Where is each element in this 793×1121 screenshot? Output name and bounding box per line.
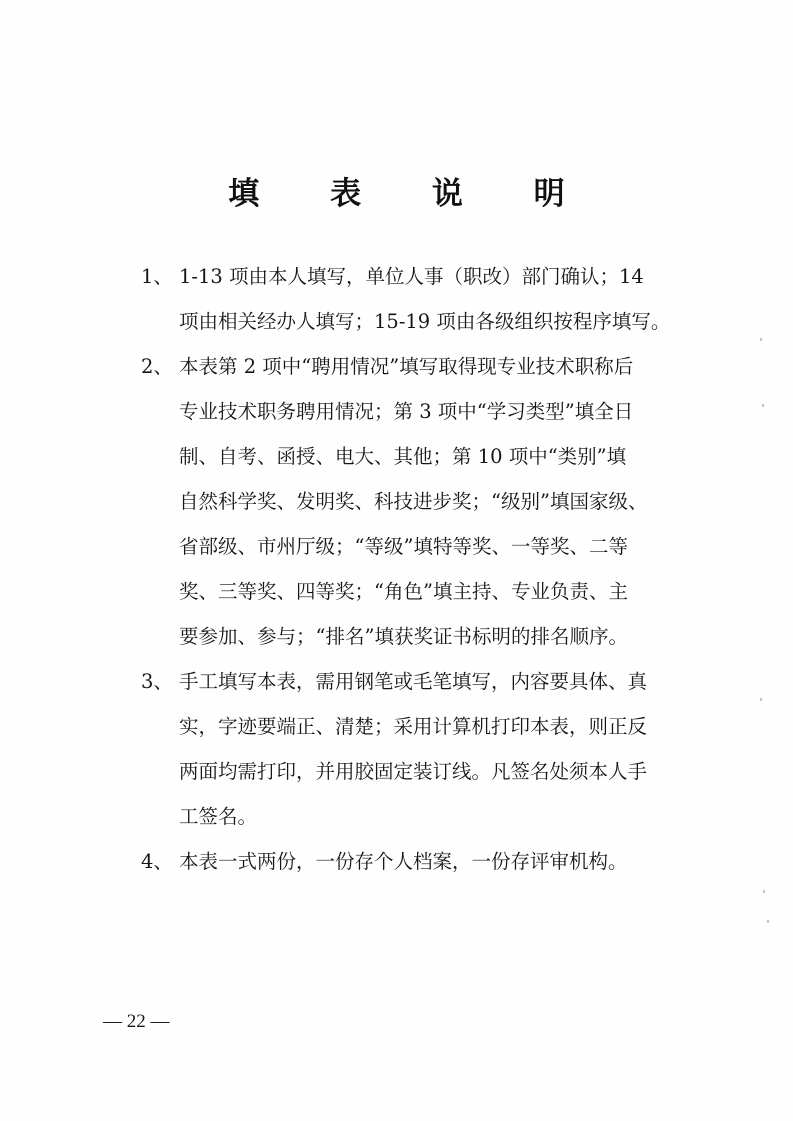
item-2-line-3: 制、自考、函授、电大、其他；第 10 项中“类别”填 xyxy=(179,445,627,468)
item-3-line-3: 两面均需打印，并用胶固定装订线。凡签名处须本人手 xyxy=(179,760,648,783)
scan-speck xyxy=(762,404,764,407)
item-4-line-1: 本表一式两份，一份存个人档案，一份存评审机构。 xyxy=(179,850,628,873)
item-3-line-2: 实，字迹要端正、清楚；采用计算机打印本表，则正反 xyxy=(179,715,648,738)
item-2-number: 2、 xyxy=(141,355,173,378)
scan-speck xyxy=(763,890,765,893)
item-3-number: 3、 xyxy=(141,670,173,693)
item-2-line-6: 奖、三等奖、四等奖；“角色”填主持、专业负责、主 xyxy=(179,580,628,603)
item-2-line-7: 要参加、参与；“排名”填获奖证书标明的排名顺序。 xyxy=(179,625,628,648)
page-number: — 22 — xyxy=(103,1011,170,1032)
item-2-line-4: 自然科学奖、发明奖、科技进步奖；“级别”填国家级、 xyxy=(179,490,648,513)
item-2-line-1: 本表第 2 项中“聘用情况”填写取得现专业技术职称后 xyxy=(179,355,634,378)
scan-speck xyxy=(760,338,762,341)
scan-speck xyxy=(767,920,769,923)
item-4-number: 4、 xyxy=(141,850,173,873)
item-1-line-2: 项由相关经办人填写；15-19 项由各级组织按程序填写。 xyxy=(179,310,671,333)
item-1-line-1: 1-13 项由本人填写，单位人事（职改）部门确认；14 xyxy=(179,265,644,288)
item-2-line-5: 省部级、市州厅级；“等级”填特等奖、一等奖、二等 xyxy=(179,535,628,558)
item-1-number: 1、 xyxy=(141,265,173,288)
item-3-line-4: 工签名。 xyxy=(179,805,258,828)
page-title: 填 表 说 明 xyxy=(228,176,595,212)
scan-speck xyxy=(760,698,762,701)
item-2-line-2: 专业技术职务聘用情况；第 3 项中“学习类型”填全日 xyxy=(179,400,634,423)
item-3-line-1: 手工填写本表，需用钢笔或毛笔填写，内容要具体、真 xyxy=(179,670,648,693)
